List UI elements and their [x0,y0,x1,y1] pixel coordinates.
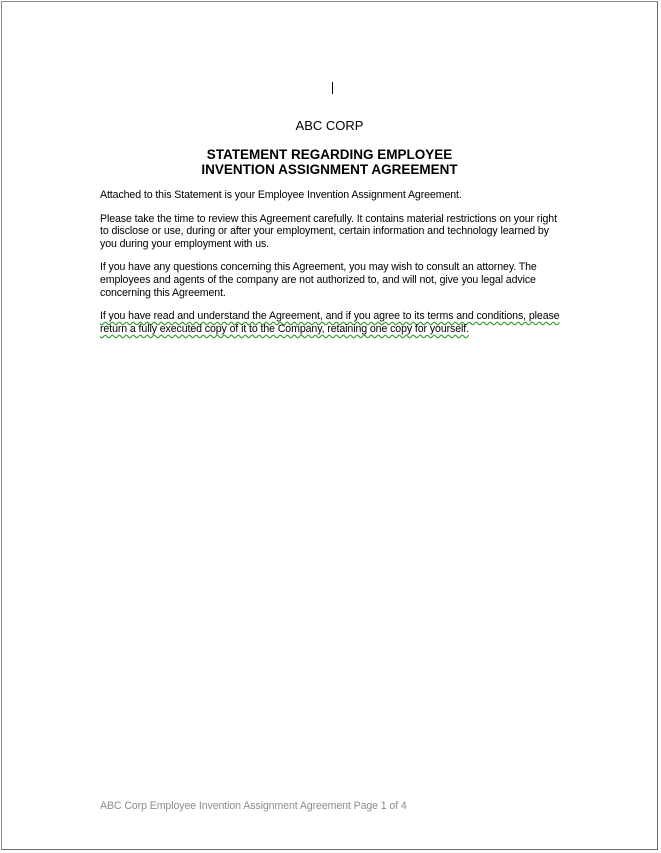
grammar-flagged-text[interactable]: If you have read and understand the Agreement, and if you agree to its terms and conditions, please return a fully executed copy of it to the Company, retaining one copy for yourself. [100,310,560,335]
text-cursor [332,82,333,94]
company-name: ABC CORP [295,118,364,133]
document-page[interactable] [1,1,658,850]
paragraph-attached: Attached to this Statement is your Employee Invention Assignment Agreement. [100,189,462,201]
paragraph-questions: If you have any questions concerning this Agreement, you may wish to consult an attorney. The employees and agents of the company are not authorized to, and will not, give you legal advice concerning this Agreement. [100,261,537,299]
title-line-2: INVENTION ASSIGNMENT AGREEMENT [201,162,458,177]
title-line-1: STATEMENT REGARDING EMPLOYEE [206,147,453,162]
document-body[interactable] [100,189,562,346]
paragraph-review: Please take the time to review this Agreement carefully. It contains material restrictions on your right to disclose or use, during or after your employment, certain information and technology learned by you during your employment with us. [100,212,557,250]
document-title [2,147,657,177]
page-footer: ABC Corp Employee Invention Assignment Agreement Page 1 of 4 [100,800,407,812]
paragraph-return-copy [100,310,562,335]
